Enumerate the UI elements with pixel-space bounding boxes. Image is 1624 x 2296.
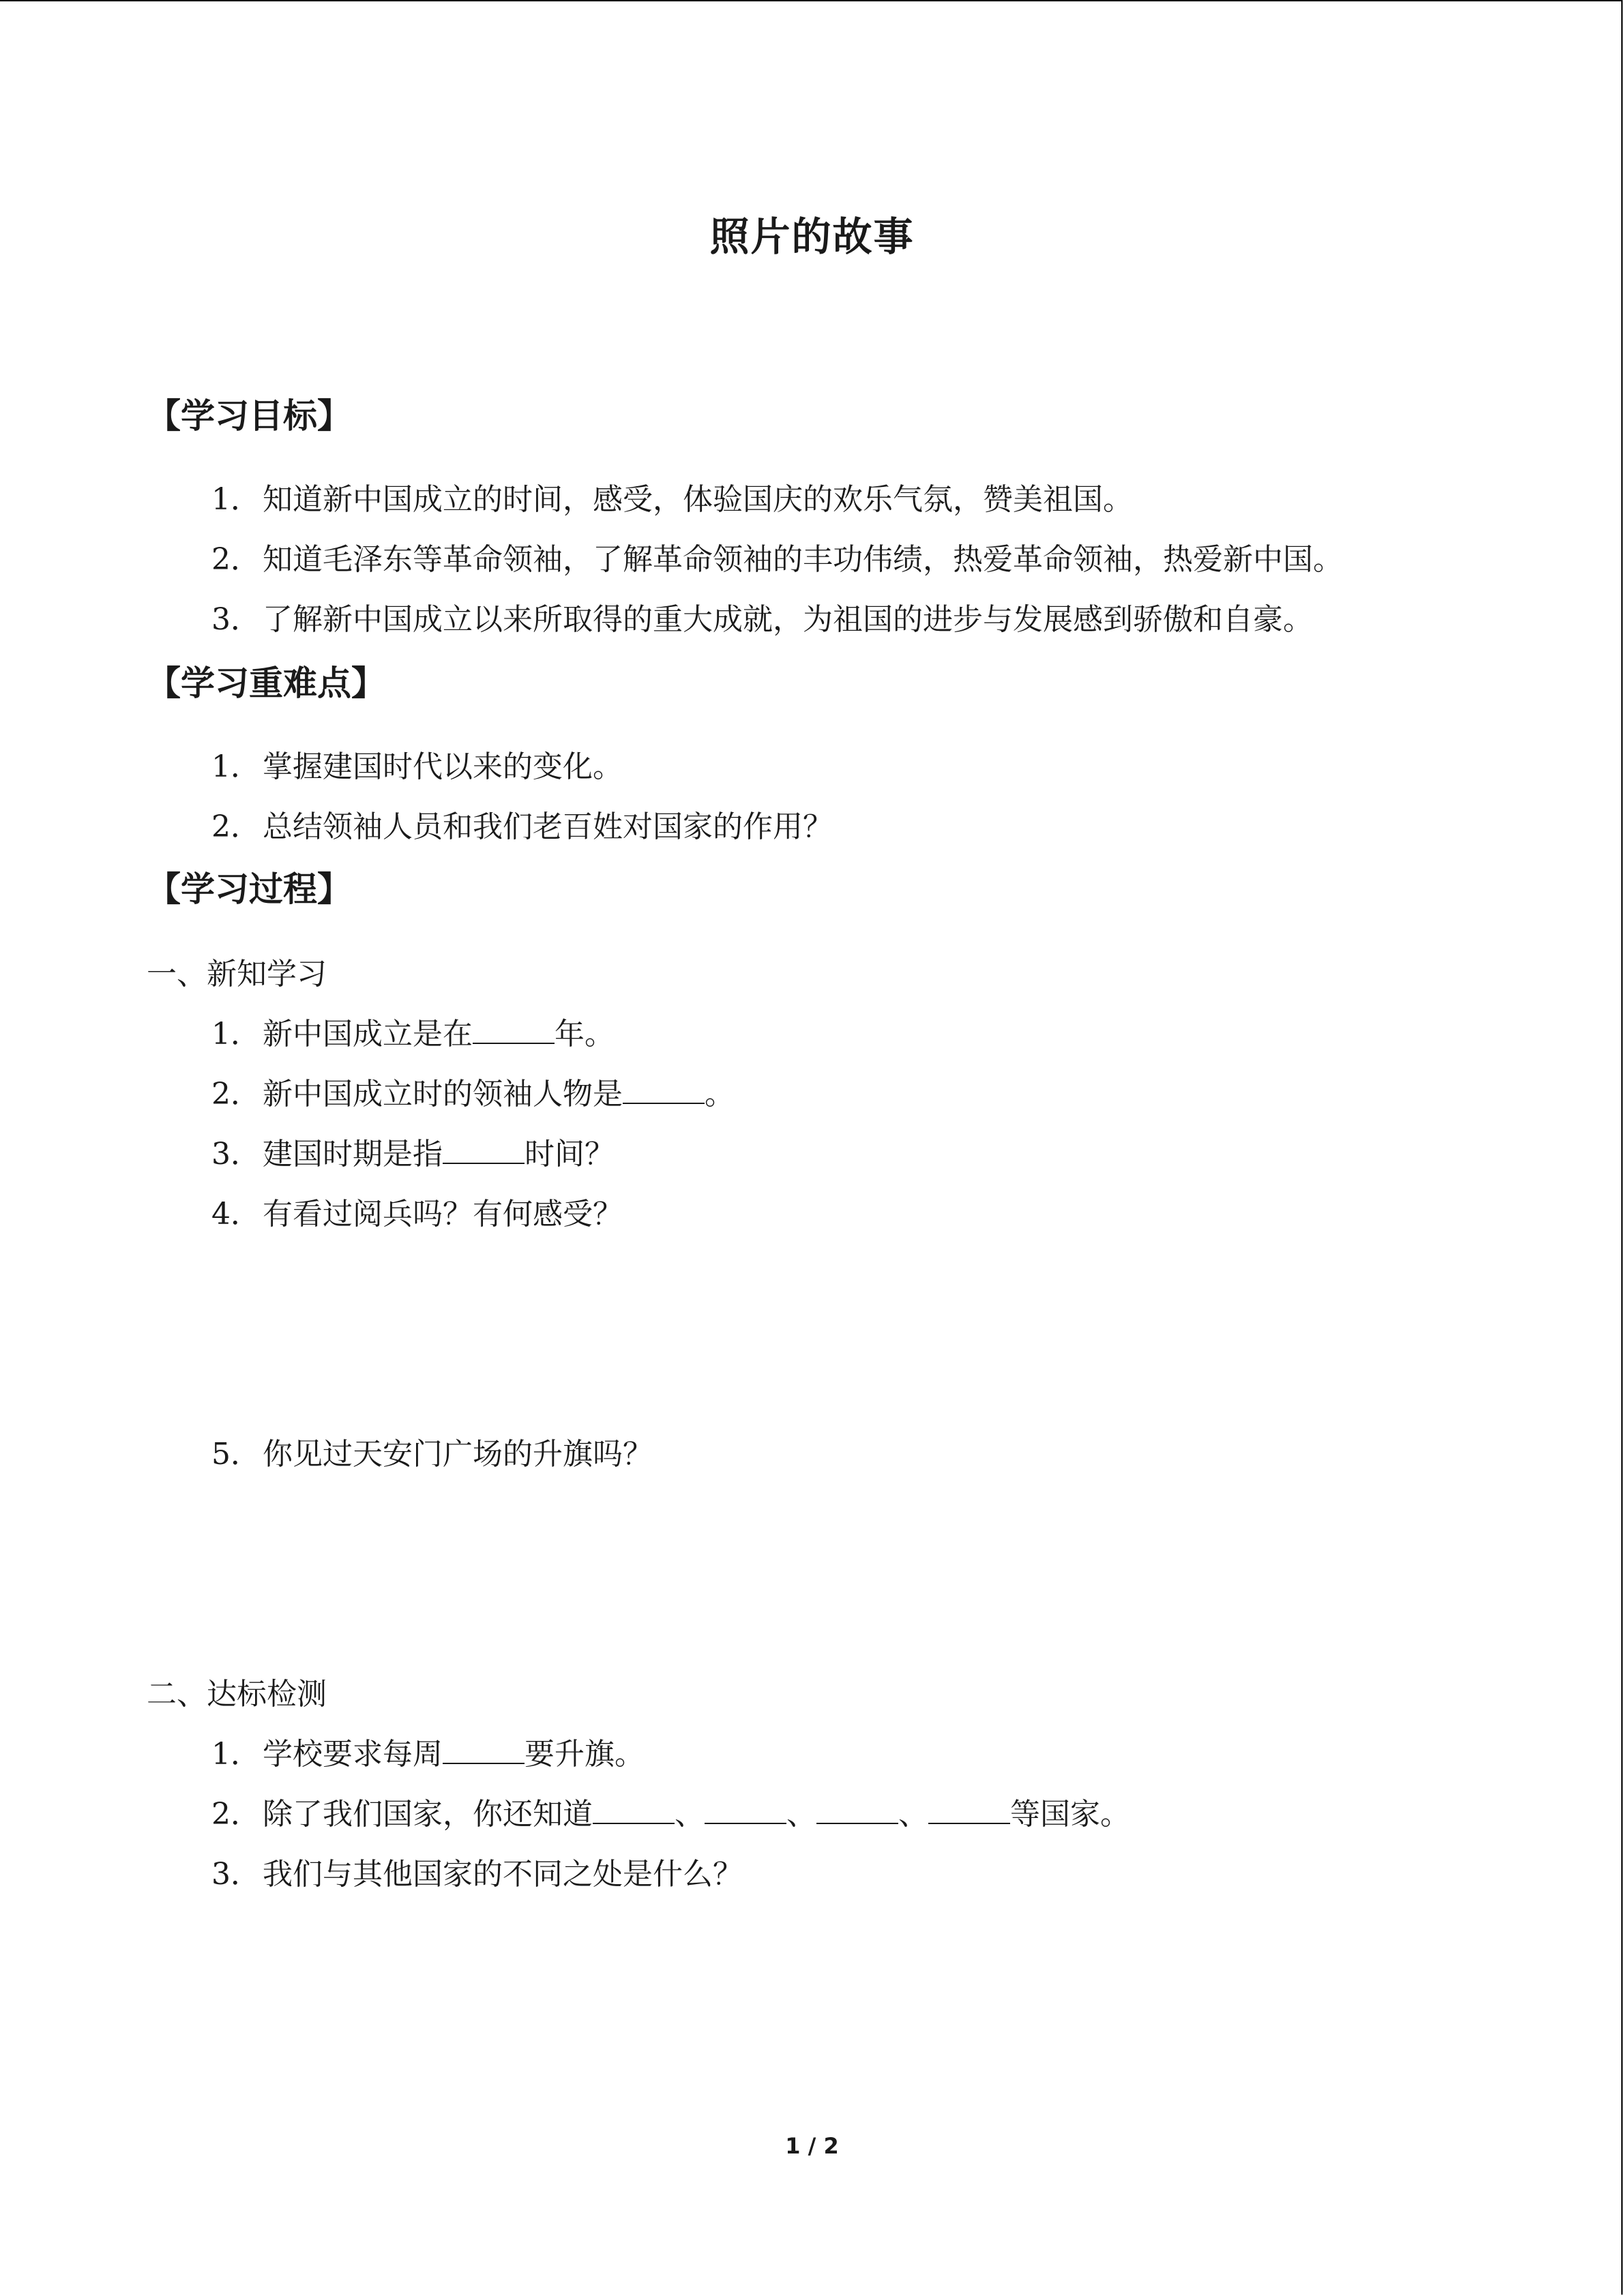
answer-blank[interactable] [473,1015,555,1044]
goal-item-2-num: 2． [211,542,261,577]
part2-question-3 [211,1849,743,1893]
heading-keypoints: 【学习重难点】 [147,664,385,703]
goal-item-2 [211,535,1343,578]
part1-q3-num: 3． [211,1137,261,1172]
keypoint-item-1 [211,742,623,786]
separator: 、 [786,1797,816,1832]
part2-q1-after: 要升旗。 [525,1737,645,1772]
part2-question-2 [211,1789,1130,1833]
part1-q5-text: 你见过天安门广场的升旗吗？ [263,1437,653,1472]
part1-question-4 [211,1189,623,1233]
answer-blank[interactable] [593,1795,675,1824]
answer-blank[interactable] [443,1735,525,1764]
part1-q3-after: 时间？ [525,1137,615,1172]
part1-question-2 [211,1069,735,1113]
goal-item-3-num: 3． [211,602,261,637]
part1-q4-text: 有看过阅兵吗？有何感受？ [263,1197,623,1232]
part2-q2-before: 除了我们国家，你还知道 [263,1797,593,1832]
part2-q2-after: 等国家。 [1010,1797,1130,1832]
part1-q4-num: 4． [211,1197,261,1232]
heading-process: 【学习过程】 [147,869,351,909]
answer-blank[interactable] [443,1135,525,1164]
answer-blank[interactable] [623,1075,705,1104]
keypoint-item-1-text: 掌握建国时代以来的变化。 [263,749,623,784]
part1-q1-after: 年。 [555,1017,615,1052]
goal-item-3 [211,595,1313,638]
part1-q1-before: 新中国成立是在 [263,1017,473,1052]
keypoint-item-2 [211,802,833,846]
part1-question-5 [211,1429,653,1473]
part2-q3-text: 我们与其他国家的不同之处是什么？ [263,1857,743,1892]
part2-q2-num: 2． [211,1797,261,1832]
goal-item-3-text: 了解新中国成立以来所取得的重大成就，为祖国的进步与发展感到骄傲和自豪。 [263,602,1313,637]
part2-question-1 [211,1729,645,1773]
separator: 、 [898,1797,928,1832]
answer-blank[interactable] [705,1795,786,1824]
keypoint-item-2-num: 2． [211,809,261,844]
separator: 、 [675,1797,705,1832]
page-title: 照片的故事 [709,213,915,260]
part1-q1-num: 1． [211,1017,261,1052]
keypoint-item-2-text: 总结领袖人员和我们老百姓对国家的作用？ [263,809,833,844]
part2-q3-num: 3． [211,1857,261,1892]
part1-title: 一、新知学习 [147,957,327,992]
part2-q1-num: 1． [211,1737,261,1772]
part1-question-3 [211,1129,615,1173]
part1-q2-num: 2． [211,1077,261,1112]
part1-q3-before: 建国时期是指 [263,1137,443,1172]
part1-q5-num: 5． [211,1437,261,1472]
part2-title: 二、达标检测 [147,1677,327,1712]
goal-item-2-text: 知道毛泽东等革命领袖，了解革命领袖的丰功伟绩，热爱革命领袖，热爱新中国。 [263,542,1343,577]
keypoint-item-1-num: 1． [211,749,261,784]
goal-item-1-text: 知道新中国成立的时间，感受，体验国庆的欢乐气氛，赞美祖国。 [263,482,1133,517]
goal-item-1 [211,475,1133,518]
answer-blank[interactable] [928,1795,1010,1824]
part1-q2-before: 新中国成立时的领袖人物是 [263,1077,623,1112]
part1-question-1 [211,1009,615,1053]
part2-q1-before: 学校要求每周 [263,1737,443,1772]
answer-blank[interactable] [816,1795,898,1824]
page-number: 1 / 2 [785,2133,839,2159]
part1-q2-after: 。 [705,1077,735,1112]
goal-item-1-num: 1． [211,482,261,517]
heading-goals: 【学习目标】 [147,396,351,436]
